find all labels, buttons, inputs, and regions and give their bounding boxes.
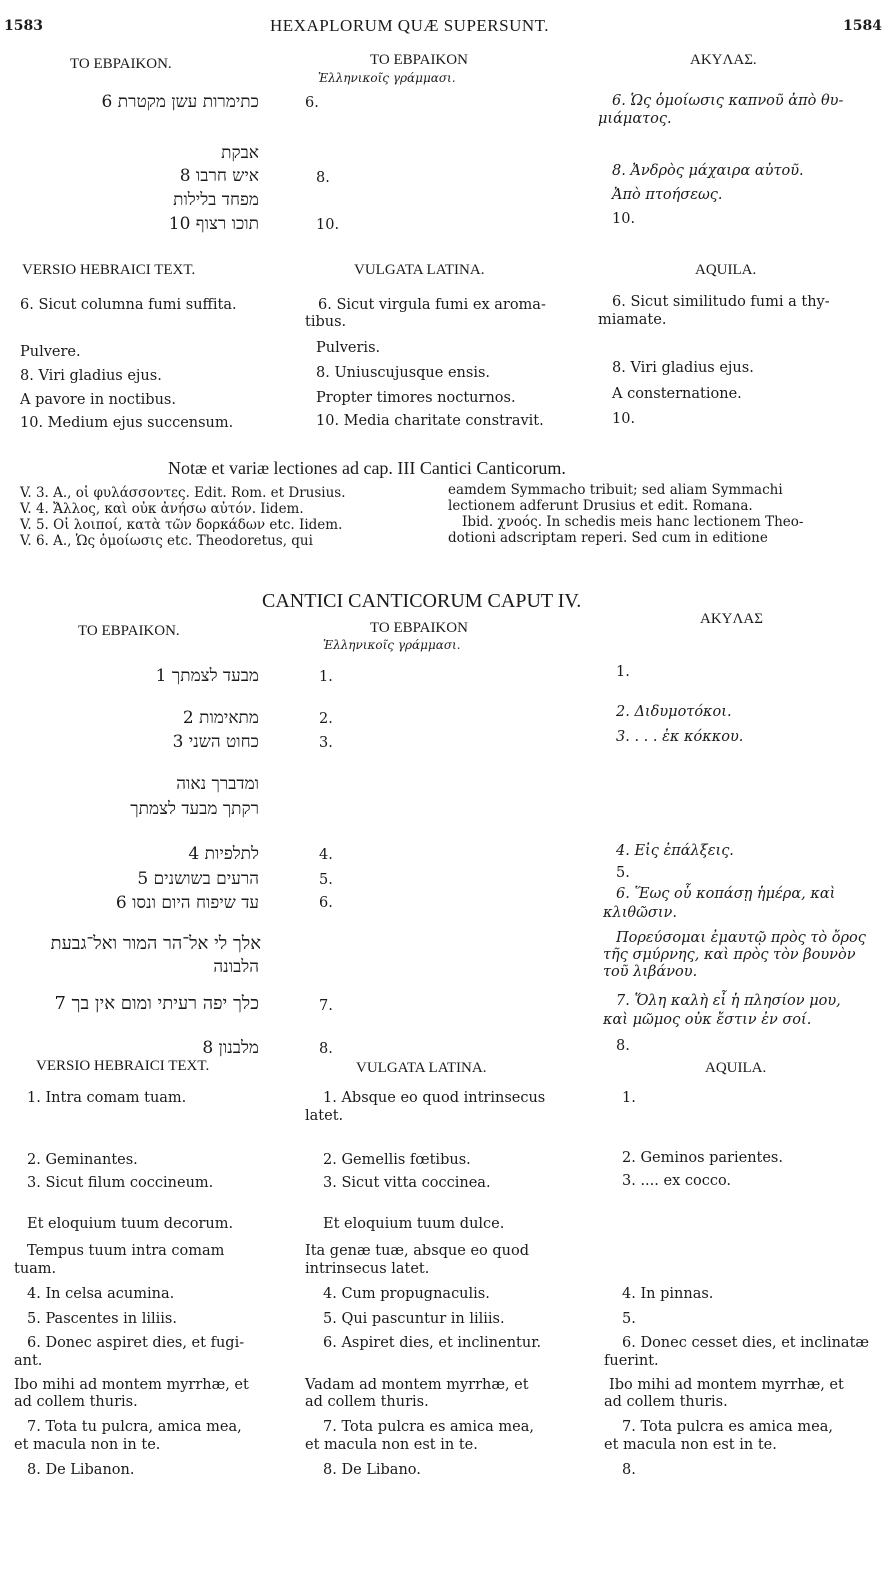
- note-line: V. 4. Ἄλλος, καὶ οὐκ ἀνήσω αὐτόν. Iidem.: [20, 501, 304, 517]
- vulgata-line: 10. Media charitate constravit.: [316, 413, 544, 429]
- aquila-latin-line: fuerint.: [604, 1353, 659, 1369]
- page-number-right: 1584: [843, 18, 882, 34]
- col-header-aquila: AQUILA.: [705, 1060, 767, 1076]
- hebrew-line: אבקת: [221, 143, 259, 163]
- versio-line: Tempus tuum intra comam: [27, 1243, 225, 1259]
- col-header-vulgata: VULGATA LATINA.: [354, 262, 485, 278]
- hebrew-line: רקתך מבעד לצמתך: [130, 799, 259, 819]
- versio-line: 1. Intra comam tuam.: [27, 1090, 187, 1106]
- aquila-latin-line: 1.: [622, 1090, 636, 1106]
- aquila-latin-line: 8. Viri gladius ejus.: [612, 360, 754, 376]
- aquila-latin-line: 5.: [622, 1311, 636, 1327]
- vulgata-line: Vadam ad montem myrrhæ, et: [305, 1377, 529, 1393]
- versio-line: A pavore in noctibus.: [20, 392, 176, 408]
- vulgata-line: 1. Absque eo quod intrinsecus: [323, 1090, 546, 1106]
- note-line: V. 6. A., Ὡς ὁμοίωσις etc. Theodoretus, qui: [20, 533, 313, 549]
- aquila-latin-line: Ibo mihi ad montem myrrhæ, et: [609, 1377, 844, 1393]
- hebrew-line: תוכו רצוף 10: [168, 214, 259, 234]
- aquila-latin-line: 4. In pinnas.: [622, 1286, 714, 1302]
- col-header-versio: VERSIO HEBRAICI TEXT.: [22, 262, 196, 278]
- translit-verse: 6.: [305, 95, 319, 111]
- hebrew-line: כלך יפה רעיתי ומום אין בך 7: [54, 993, 259, 1014]
- aquila-latin-line: 6. Donec cesset dies, et inclinatæ: [622, 1335, 870, 1351]
- vulgata-line: et macula non est in te.: [305, 1437, 478, 1453]
- hebrew-line: ומדברך נאוה: [176, 774, 259, 794]
- hebrew-line: עד שיפוח היום ונסו 6: [115, 893, 259, 913]
- aquila-latin-line: 3. .... ex cocco.: [622, 1173, 732, 1189]
- aquila-latin-line: 6. Sicut similitudo fumi a thy-: [612, 294, 830, 310]
- col-subheader-greek-letters: Ἑλληνικοῖς γράμμασι.: [323, 638, 461, 652]
- versio-line: 6. Sicut columna fumi suffita.: [20, 297, 237, 313]
- aquila-greek-line: καὶ μῶμος οὐκ ἔστιν ἐν σοί.: [603, 1012, 812, 1028]
- note-line: lectionem adferunt Drusius et edit. Romana.: [448, 498, 753, 514]
- note-line: Ibid. χνοός. In schedis meis hanc lectionem Theo-: [462, 514, 804, 530]
- translit-verse: 8.: [319, 1041, 333, 1057]
- vulgata-line: 5. Qui pascuntur in liliis.: [323, 1311, 505, 1327]
- col-header-hebraikon: TO EBPAIKON.: [70, 56, 172, 72]
- versio-line: 3. Sicut filum coccineum.: [27, 1175, 214, 1191]
- hebrew-line: כתימרות עשן מקטרת 6: [101, 92, 259, 112]
- vulgata-line: 6. Sicut virgula fumi ex aroma-: [318, 297, 546, 313]
- chapter-title: CANTICI CANTICORUM CAPUT IV.: [262, 590, 582, 612]
- versio-line: Pulvere.: [20, 344, 81, 360]
- hebrew-line: איש חרבו 8: [179, 166, 259, 186]
- versio-line: 2. Geminantes.: [27, 1152, 138, 1168]
- vulgata-line: 8. De Libano.: [323, 1462, 421, 1478]
- aquila-latin-line: 10.: [612, 411, 636, 427]
- notes-title: Notæ et variæ lectiones ad cap. III Cantici Canticorum.: [168, 458, 566, 478]
- versio-line: 10. Medium ejus succensum.: [20, 415, 234, 431]
- versio-line: 5. Pascentes in liliis.: [27, 1311, 177, 1327]
- translit-verse: 10.: [316, 217, 340, 233]
- aquila-greek-line: 6. Ἕως οὗ κοπάσῃ ἡμέρα, καὶ: [616, 886, 836, 902]
- hebrew-line: מבעד לצמתך 1: [155, 666, 259, 686]
- vulgata-line: 8. Uniuscujusque ensis.: [316, 365, 491, 381]
- col-header-hebraikon-greek: TO EBPAIKON: [370, 52, 468, 68]
- hebrew-line: הלבונה: [213, 957, 259, 977]
- translit-verse: 2.: [319, 711, 333, 727]
- versio-line: ant.: [14, 1353, 43, 1369]
- aquila-latin-line: A consternatione.: [612, 386, 742, 402]
- aquila-greek-line: μιάματος.: [598, 111, 672, 127]
- col-header-aquila: AQUILA.: [695, 262, 757, 278]
- versio-line: Ibo mihi ad montem myrrhæ, et: [14, 1377, 249, 1393]
- vulgata-line: 7. Tota pulcra es amica mea,: [323, 1419, 534, 1435]
- aquila-latin-line: miamate.: [598, 312, 667, 328]
- col-header-hebraikon-greek: TO EBPAIKON: [370, 620, 468, 636]
- aquila-greek-line: 3. . . . ἐκ κόκκου.: [616, 729, 744, 745]
- hebrew-line: כחוט השני 3: [172, 732, 259, 752]
- aquila-greek-line: κλιθῶσιν.: [603, 905, 677, 921]
- aquila-latin-line: ad collem thuris.: [604, 1394, 728, 1410]
- running-title: HEXAPLORUM QUÆ SUPERSUNT.: [270, 16, 550, 35]
- aquila-greek-line: 6. Ὡς ὁμοίωσις καπνοῦ ἀπὸ θυ-: [612, 93, 844, 109]
- aquila-latin-line: et macula non est in te.: [604, 1437, 777, 1453]
- hebrew-line: מלבנון 8: [202, 1038, 259, 1058]
- note-line: eamdem Symmacho tribuit; sed aliam Symmachi: [448, 482, 783, 498]
- col-header-akylas: AKYΛAΣ: [700, 611, 763, 627]
- aquila-greek-line: τῆς σμύρνης, καὶ πρὸς τὸν βουνὸν: [603, 947, 856, 963]
- versio-line: ad collem thuris.: [14, 1394, 138, 1410]
- translit-verse: 7.: [319, 998, 333, 1014]
- versio-line: 4. In celsa acumina.: [27, 1286, 175, 1302]
- translit-verse: 3.: [319, 735, 333, 751]
- aquila-greek-line: τοῦ λιβάνου.: [603, 964, 698, 980]
- versio-line: 8. Viri gladius ejus.: [20, 368, 162, 384]
- aquila-latin-line: 2. Geminos parientes.: [622, 1150, 783, 1166]
- note-line: V. 5. Οἱ λοιποί, κατὰ τῶν δορκάδων etc. Iidem.: [20, 517, 343, 533]
- col-header-hebraikon: TO EBPAIKON.: [78, 623, 180, 639]
- vulgata-line: 4. Cum propugnaculis.: [323, 1286, 490, 1302]
- hebrew-line: מפחד בלילות: [173, 190, 259, 210]
- col-header-vulgata: VULGATA LATINA.: [356, 1060, 487, 1076]
- vulgata-line: Propter timores nocturnos.: [316, 390, 516, 406]
- vulgata-line: Pulveris.: [316, 340, 381, 356]
- aquila-greek-line: 2. Διδυμοτόκοι.: [616, 704, 732, 720]
- vulgata-line: 6. Aspiret dies, et inclinentur.: [323, 1335, 542, 1351]
- page-number-left: 1583: [4, 18, 43, 34]
- hebrew-line: לתלפיות 4: [188, 844, 259, 864]
- hebrew-line: מתאימות 2: [182, 708, 259, 728]
- vulgata-line: tibus.: [305, 314, 347, 330]
- vulgata-line: 3. Sicut vitta coccinea.: [323, 1175, 491, 1191]
- vulgata-line: Ita genæ tuæ, absque eo quod: [305, 1243, 529, 1259]
- aquila-greek-line: 7. Ὅλη καλὴ εἶ ἡ πλησίον μου,: [616, 993, 841, 1009]
- col-header-akylas: AKYΛAΣ.: [690, 52, 757, 68]
- versio-line: 8. De Libanon.: [27, 1462, 135, 1478]
- translit-verse: 8.: [316, 170, 330, 186]
- aquila-greek-line: Ἀπὸ πτοήσεως.: [612, 187, 723, 203]
- aquila-greek-line: 10.: [612, 211, 636, 227]
- aquila-greek-line: Πορεύσομαι ἐμαυτῷ πρὸς τὸ ὄρος: [616, 930, 866, 946]
- note-line: dotioni adscriptam reperi. Sed cum in editione: [448, 530, 768, 546]
- aquila-greek-line: 8.: [616, 1038, 630, 1054]
- vulgata-line: Et eloquium tuum dulce.: [323, 1216, 505, 1232]
- versio-line: 7. Tota tu pulcra, amica mea,: [27, 1419, 242, 1435]
- translit-verse: 4.: [319, 847, 333, 863]
- hebrew-line: אלך לי אל־הר המור ואל־גבעת: [50, 933, 261, 954]
- hebrew-line: הרעים בשושנים 5: [137, 869, 259, 889]
- translit-verse: 1.: [319, 669, 333, 685]
- aquila-greek-line: 4. Εἰς ἐπάλξεις.: [616, 843, 734, 859]
- aquila-greek-line: 1.: [616, 664, 630, 680]
- aquila-greek-line: 5.: [616, 865, 630, 881]
- col-header-versio: VERSIO HEBRAICI TEXT.: [36, 1058, 210, 1074]
- versio-line: et macula non in te.: [14, 1437, 161, 1453]
- versio-line: 6. Donec aspiret dies, et fugi-: [27, 1335, 245, 1351]
- col-subheader-greek-letters: Ἑλληνικοῖς γράμμασι.: [318, 71, 456, 85]
- aquila-latin-line: 8.: [622, 1462, 636, 1478]
- translit-verse: 5.: [319, 872, 333, 888]
- versio-line: tuam.: [14, 1261, 57, 1277]
- note-line: V. 3. A., οἱ φυλάσσοντες. Edit. Rom. et Drusius.: [20, 485, 346, 501]
- versio-line: Et eloquium tuum decorum.: [27, 1216, 234, 1232]
- vulgata-line: latet.: [305, 1108, 344, 1124]
- aquila-greek-line: 8. Ἀνδρὸς μάχαιρα αὐτοῦ.: [612, 163, 804, 179]
- vulgata-line: 2. Gemellis fœtibus.: [323, 1152, 471, 1168]
- vulgata-line: ad collem thuris.: [305, 1394, 429, 1410]
- aquila-latin-line: 7. Tota pulcra es amica mea,: [622, 1419, 833, 1435]
- vulgata-line: intrinsecus latet.: [305, 1261, 430, 1277]
- translit-verse: 6.: [319, 895, 333, 911]
